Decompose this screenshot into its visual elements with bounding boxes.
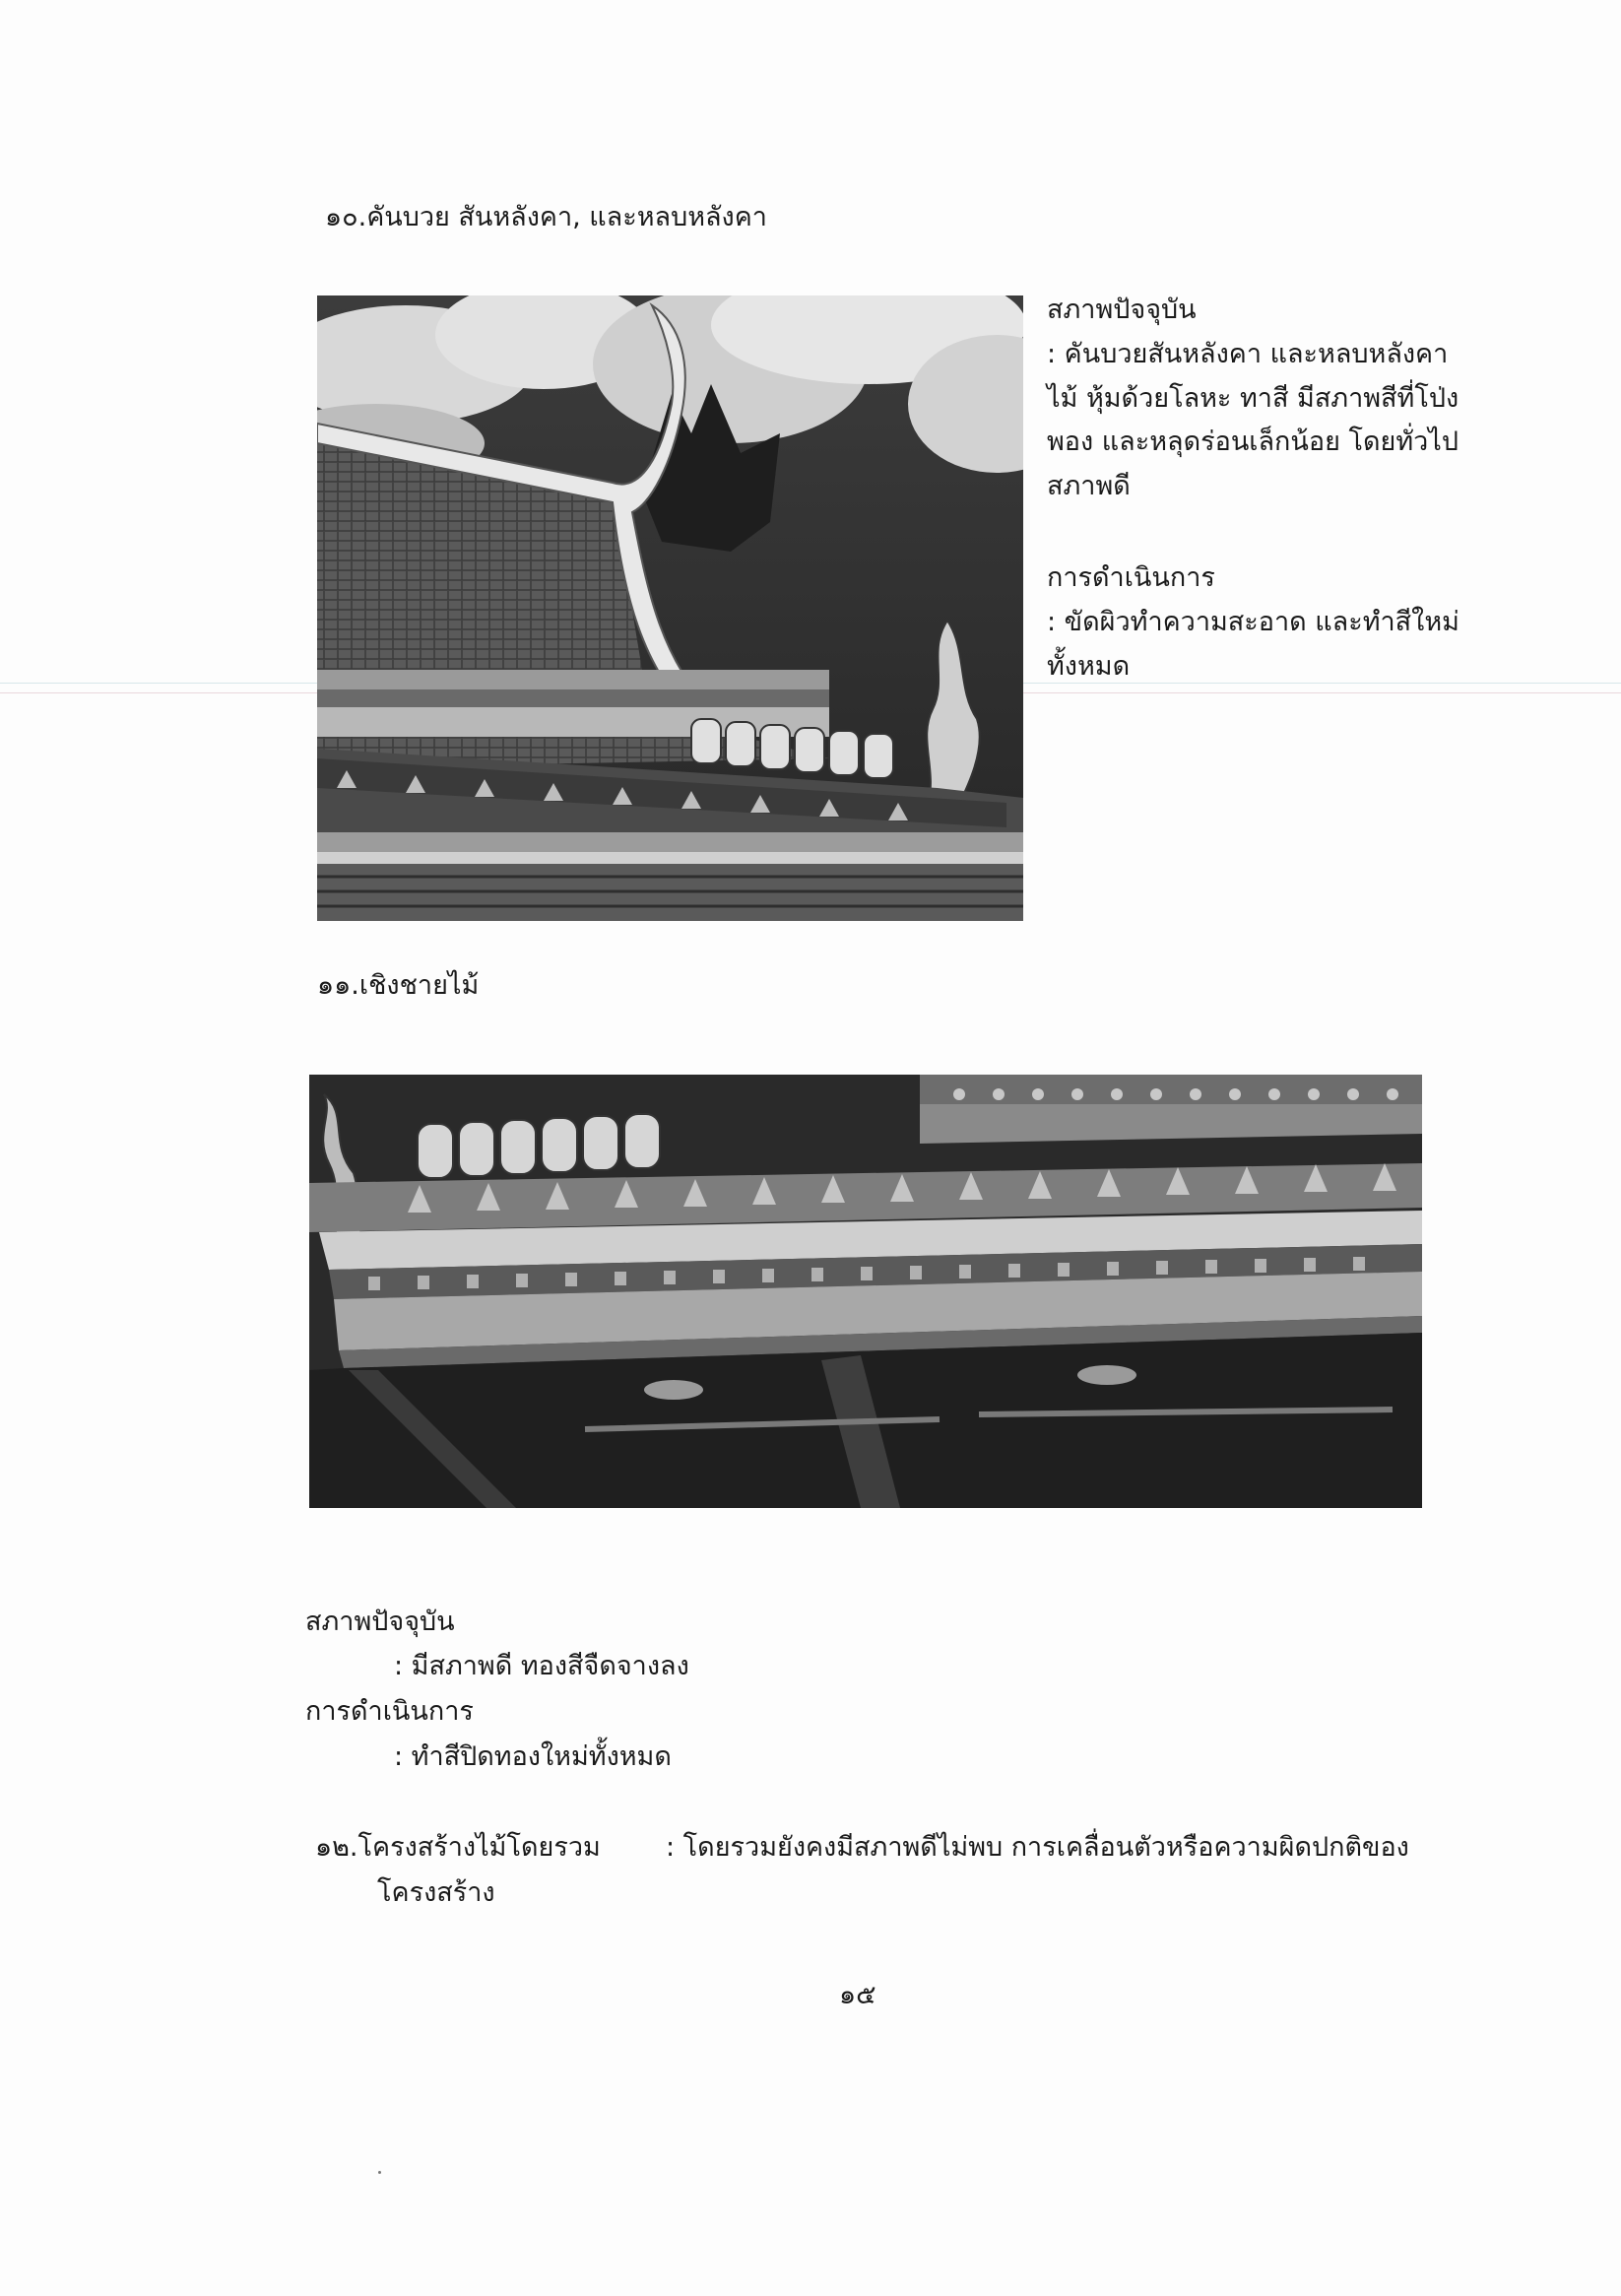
eave-fascia-photo <box>309 1075 1422 1508</box>
s10-action-line: ทั้งหมด <box>1047 651 1131 682</box>
s11-action-label: การดำเนินการ <box>305 1696 474 1727</box>
s11-action-value: : ทำสีปิดทองใหม่ทั้งหมด <box>394 1741 672 1772</box>
s10-condition-line: สภาพดี <box>1047 471 1131 501</box>
s10-action-line: : ขัดผิวทำความสะอาด และทำสีใหม่ <box>1047 607 1459 637</box>
section-12-heading: ๑๒.โครงสร้างไม้โดยรวม <box>315 1832 601 1863</box>
s10-condition-line: : คันบวยสันหลังคา และหลบหลังคา <box>1047 339 1449 369</box>
section-11-heading: ๑๑.เชิงชายไม้ <box>317 970 480 1001</box>
s10-condition-label: สภาพปัจจุบัน <box>1047 295 1197 325</box>
s10-action-label: การดำเนินการ <box>1047 562 1215 593</box>
roof-ridge-image <box>317 295 1023 921</box>
s10-condition-line: ไม้ หุ้มด้วยโลหะ ทาสี มีสภาพสีที่โป่ง <box>1047 383 1459 414</box>
scan-speck <box>378 2171 381 2174</box>
s11-condition-label: สภาพปัจจุบัน <box>305 1607 455 1637</box>
eave-fascia-image <box>309 1075 1422 1508</box>
section-10-heading: ๑๐.คันบวย สันหลังคา, และหลบหลังคา <box>325 202 767 232</box>
s11-condition-value: : มีสภาพดี ทองสีจืดจางลง <box>394 1651 689 1681</box>
page-number: ๑๕ <box>839 1980 876 2010</box>
roof-ridge-photo <box>317 295 1023 921</box>
section-12-heading-cont: โครงสร้าง <box>377 1877 495 1908</box>
section-12-value: : โดยรวมยังคงมีสภาพดีไม่พบ การเคลื่อนตัวหรือความผิดปกติของ <box>666 1832 1409 1863</box>
s10-condition-line: พอง และหลุดร่อนเล็กน้อย โดยทั่วไป <box>1047 426 1459 457</box>
